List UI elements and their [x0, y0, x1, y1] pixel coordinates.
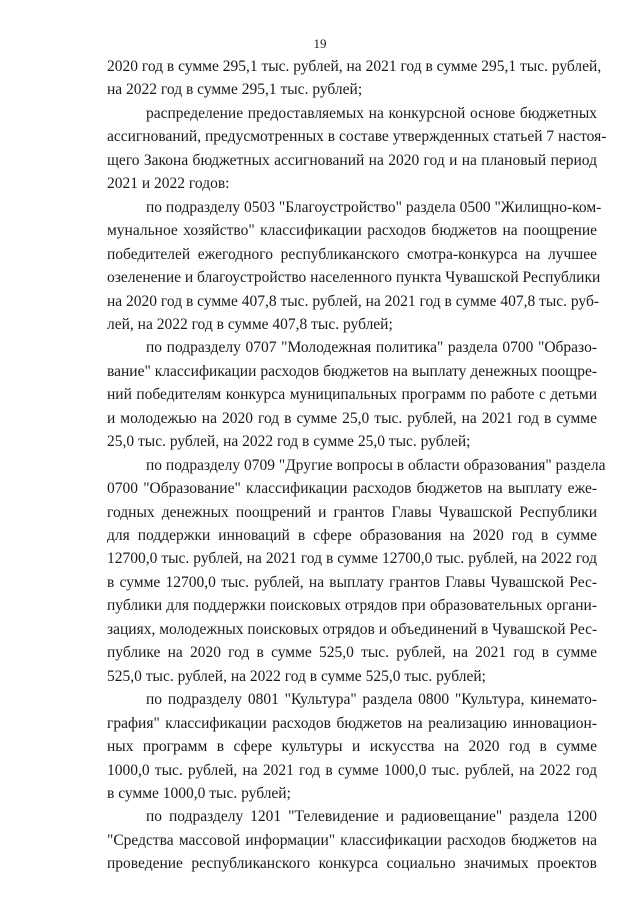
- text-line: ассигнований, предусмотренных в составе утвержденных статьей 7 настоя-: [107, 128, 607, 146]
- text-line: по подразделу 0801 "Культура" раздела 0800 "Культура, кинемато-: [146, 691, 597, 709]
- text-line: вание" классификации расходов бюджетов на выплату денежных поощре-: [107, 362, 597, 380]
- text-line: на 2020 год в сумме 407,8 тыс. рублей, на 2021 год в сумме 407,8 тыс. руб-: [107, 292, 600, 310]
- text-line: лей, на 2022 год в сумме 407,8 тыс. рублей;: [107, 315, 393, 333]
- text-line: публике на 2020 год в сумме 525,0 тыс. рублей, на 2021 год в сумме: [107, 644, 597, 662]
- text-line: победителей ежегодного республиканского смотра-конкурса на лучшее: [107, 245, 597, 263]
- text-line: по подразделу 0707 "Молодежная политика" раздела 0700 "Образо-: [146, 339, 597, 357]
- page-number: 19: [313, 36, 327, 51]
- text-line: для поддержки инноваций в сфере образования на 2020 год в сумме: [107, 527, 597, 544]
- text-line: 1000,0 тыс. рублей, на 2021 год в сумме 1000,0 тыс. рублей, на 2022 год: [107, 761, 597, 779]
- text-line: 2021 и 2022 годов:: [107, 175, 230, 193]
- text-line: по подразделу 0503 "Благоустройство" раздела 0500 "Жилищно-ком-: [146, 198, 602, 216]
- text-line: в сумме 1000,0 тыс. рублей;: [107, 784, 291, 802]
- text-line: озеленение и благоустройство населенного пункта Чувашской Республики: [107, 269, 601, 286]
- text-line: распределение предоставляемых на конкурсной основе бюджетных: [146, 104, 597, 122]
- text-line: 2020 год в сумме 295,1 тыс. рублей, на 2021 год в сумме 295,1 тыс. рублей,: [107, 58, 602, 75]
- text-line: 12700,0 тыс. рублей, на 2021 год в сумме 12700,0 тыс. рублей, на 2022 год: [107, 550, 597, 568]
- text-line: по подразделу 0709 "Другие вопросы в области образования" раздела: [146, 456, 606, 474]
- text-line: 25,0 тыс. рублей, на 2022 год в сумме 25,0 тыс. рублей;: [107, 433, 471, 451]
- text-line: в сумме 12700,0 тыс. рублей, на выплату грантов Главы Чувашской Рес-: [107, 573, 597, 591]
- text-line: зациях, молодежных поисковых отрядов и объединений в Чувашской Рес-: [107, 620, 598, 638]
- text-line: 0700 "Образование" классификации расходов бюджетов на выплату еже-: [107, 480, 597, 498]
- text-line: годных денежных поощрений и грантов Главы Чувашской Республики: [107, 503, 597, 521]
- text-line: на 2022 год в сумме 295,1 тыс. рублей;: [107, 81, 363, 99]
- text-line: щего Закона бюджетных ассигнований на 2020 год и на плановый период: [107, 151, 597, 169]
- text-line: мунальное хозяйство" классификации расходов бюджетов на поощрение: [107, 222, 597, 240]
- text-line: ных программ в сфере культуры и искусства на 2020 год в сумме: [107, 738, 597, 755]
- text-line: графия" классификации расходов бюджетов на реализацию инновацион-: [107, 714, 597, 732]
- text-line: 525,0 тыс. рублей, на 2022 год в сумме 525,0 тыс. рублей;: [107, 667, 486, 685]
- text-line: публики для поддержки поисковых отрядов при образовательных органи-: [107, 597, 597, 615]
- text-line: "Средства массовой информации" классификации расходов бюджетов на: [107, 831, 597, 849]
- text-line: и молодежью на 2020 год в сумме 25,0 тыс. рублей, на 2021 год в сумме: [107, 409, 597, 427]
- text-line: проведение республиканского конкурса социально значимых проектов: [107, 855, 597, 873]
- text-line: ний победителям конкурса муниципальных программ по работе с детьми: [107, 386, 597, 404]
- text-line: по подразделу 1201 "Телевидение и радиовещание" раздела 1200: [146, 808, 597, 826]
